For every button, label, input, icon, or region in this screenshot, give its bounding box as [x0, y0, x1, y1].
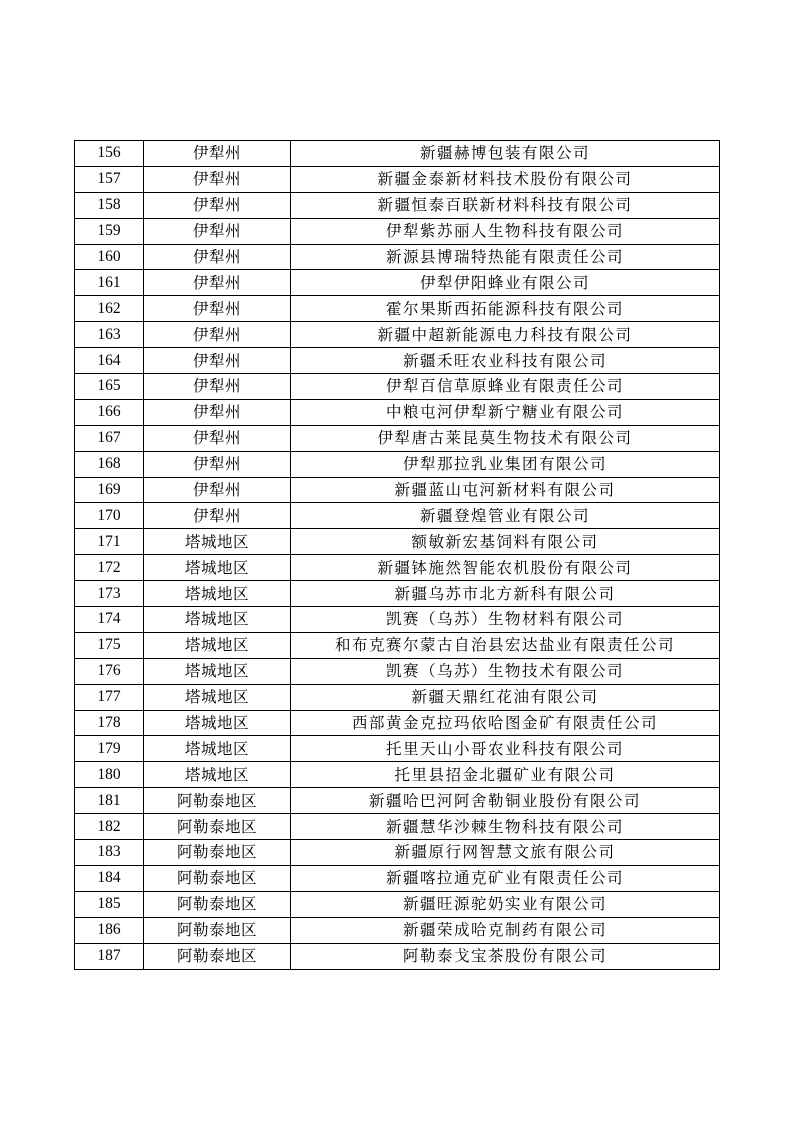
row-number: 162 [75, 296, 144, 322]
table-row [75, 943, 720, 969]
row-company-name: 伊犁那拉乳业集团有限公司 [291, 451, 720, 477]
row-company-name: 凯赛（乌苏）生物材料有限公司 [291, 607, 720, 633]
row-number: 172 [75, 555, 144, 581]
row-company-name: 新疆钵施然智能农机股份有限公司 [291, 555, 720, 581]
row-number: 180 [75, 762, 144, 788]
row-company-name: 新疆蓝山屯河新材料有限公司 [291, 477, 720, 503]
row-region: 伊犁州 [144, 399, 291, 425]
table-row [75, 555, 720, 581]
row-company-name: 新疆禾旺农业科技有限公司 [291, 348, 720, 374]
table-row [75, 684, 720, 710]
table-row [75, 840, 720, 866]
row-region: 塔城地区 [144, 658, 291, 684]
row-number: 186 [75, 917, 144, 943]
row-region: 伊犁州 [144, 218, 291, 244]
row-region: 塔城地区 [144, 555, 291, 581]
row-company-name: 凯赛（乌苏）生物技术有限公司 [291, 658, 720, 684]
table-row [75, 736, 720, 762]
table-row [75, 503, 720, 529]
row-region: 塔城地区 [144, 607, 291, 633]
table-row [75, 529, 720, 555]
row-region: 塔城地区 [144, 632, 291, 658]
row-number: 184 [75, 865, 144, 891]
row-company-name: 新疆原行网智慧文旅有限公司 [291, 840, 720, 866]
table-body [75, 141, 720, 970]
row-number: 157 [75, 166, 144, 192]
row-number: 161 [75, 270, 144, 296]
row-number: 176 [75, 658, 144, 684]
table-row [75, 218, 720, 244]
row-company-name: 新疆金泰新材料技术股份有限公司 [291, 166, 720, 192]
table-row [75, 374, 720, 400]
row-region: 阿勒泰地区 [144, 814, 291, 840]
row-number: 167 [75, 425, 144, 451]
row-region: 伊犁州 [144, 451, 291, 477]
row-company-name: 新疆天鼎红花油有限公司 [291, 684, 720, 710]
table-row [75, 399, 720, 425]
row-region: 塔城地区 [144, 529, 291, 555]
table-row [75, 192, 720, 218]
row-region: 伊犁州 [144, 322, 291, 348]
row-company-name: 新疆中超新能源电力科技有限公司 [291, 322, 720, 348]
table-row [75, 425, 720, 451]
row-region: 阿勒泰地区 [144, 865, 291, 891]
row-region: 阿勒泰地区 [144, 891, 291, 917]
table-row [75, 244, 720, 270]
row-number: 158 [75, 192, 144, 218]
row-region: 阿勒泰地区 [144, 788, 291, 814]
row-region: 塔城地区 [144, 581, 291, 607]
table-row [75, 581, 720, 607]
table-row [75, 607, 720, 633]
row-region: 阿勒泰地区 [144, 943, 291, 969]
row-number: 185 [75, 891, 144, 917]
row-number: 166 [75, 399, 144, 425]
row-number: 171 [75, 529, 144, 555]
row-region: 伊犁州 [144, 503, 291, 529]
row-region: 伊犁州 [144, 166, 291, 192]
row-number: 183 [75, 840, 144, 866]
row-company-name: 和布克赛尔蒙古自治县宏达盐业有限责任公司 [291, 632, 720, 658]
row-number: 170 [75, 503, 144, 529]
table-row [75, 814, 720, 840]
row-company-name: 伊犁伊阳蜂业有限公司 [291, 270, 720, 296]
row-region: 伊犁州 [144, 477, 291, 503]
row-company-name: 新疆登煌管业有限公司 [291, 503, 720, 529]
table-row [75, 270, 720, 296]
row-number: 164 [75, 348, 144, 374]
row-number: 165 [75, 374, 144, 400]
table-row [75, 322, 720, 348]
row-company-name: 西部黄金克拉玛依哈图金矿有限责任公司 [291, 710, 720, 736]
row-number: 179 [75, 736, 144, 762]
table-row [75, 788, 720, 814]
table-row [75, 451, 720, 477]
row-number: 173 [75, 581, 144, 607]
row-company-name: 阿勒泰戈宝茶股份有限公司 [291, 943, 720, 969]
row-region: 阿勒泰地区 [144, 840, 291, 866]
row-region: 阿勒泰地区 [144, 917, 291, 943]
row-company-name: 额敏新宏基饲料有限公司 [291, 529, 720, 555]
row-number: 163 [75, 322, 144, 348]
row-region: 塔城地区 [144, 684, 291, 710]
row-region: 伊犁州 [144, 192, 291, 218]
row-region: 伊犁州 [144, 374, 291, 400]
row-company-name: 伊犁唐古莱昆莫生物技术有限公司 [291, 425, 720, 451]
row-number: 178 [75, 710, 144, 736]
row-company-name: 托里县招金北疆矿业有限公司 [291, 762, 720, 788]
row-number: 160 [75, 244, 144, 270]
row-company-name: 新疆赫博包装有限公司 [291, 141, 720, 167]
row-company-name: 新疆哈巴河阿舍勒铜业股份有限公司 [291, 788, 720, 814]
row-region: 塔城地区 [144, 762, 291, 788]
table-row [75, 166, 720, 192]
row-region: 伊犁州 [144, 425, 291, 451]
row-company-name: 新疆荣成哈克制药有限公司 [291, 917, 720, 943]
row-company-name: 新疆恒泰百联新材料科技有限公司 [291, 192, 720, 218]
row-company-name: 新源县博瑞特热能有限责任公司 [291, 244, 720, 270]
row-number: 156 [75, 141, 144, 167]
row-number: 181 [75, 788, 144, 814]
row-region: 塔城地区 [144, 736, 291, 762]
row-company-name: 伊犁紫苏丽人生物科技有限公司 [291, 218, 720, 244]
row-number: 177 [75, 684, 144, 710]
row-company-name: 伊犁百信草原蜂业有限责任公司 [291, 374, 720, 400]
table-row [75, 141, 720, 167]
row-company-name: 中粮屯河伊犁新宁糖业有限公司 [291, 399, 720, 425]
row-company-name: 新疆慧华沙棘生物科技有限公司 [291, 814, 720, 840]
row-region: 塔城地区 [144, 710, 291, 736]
row-company-name: 霍尔果斯西拓能源科技有限公司 [291, 296, 720, 322]
table-row [75, 296, 720, 322]
row-number: 182 [75, 814, 144, 840]
table-row [75, 632, 720, 658]
table-row [75, 762, 720, 788]
row-company-name: 新疆旺源驼奶实业有限公司 [291, 891, 720, 917]
company-list-table [74, 140, 720, 970]
row-number: 175 [75, 632, 144, 658]
row-number: 168 [75, 451, 144, 477]
row-number: 174 [75, 607, 144, 633]
row-region: 伊犁州 [144, 244, 291, 270]
row-company-name: 新疆乌苏市北方新科有限公司 [291, 581, 720, 607]
row-company-name: 新疆喀拉通克矿业有限责任公司 [291, 865, 720, 891]
table-row [75, 348, 720, 374]
table-row [75, 891, 720, 917]
row-company-name: 托里天山小哥农业科技有限公司 [291, 736, 720, 762]
row-number: 169 [75, 477, 144, 503]
row-number: 187 [75, 943, 144, 969]
row-number: 159 [75, 218, 144, 244]
table-row [75, 658, 720, 684]
table-row [75, 865, 720, 891]
row-region: 伊犁州 [144, 270, 291, 296]
table-row [75, 917, 720, 943]
row-region: 伊犁州 [144, 348, 291, 374]
row-region: 伊犁州 [144, 141, 291, 167]
table-row [75, 477, 720, 503]
row-region: 伊犁州 [144, 296, 291, 322]
table-row [75, 710, 720, 736]
